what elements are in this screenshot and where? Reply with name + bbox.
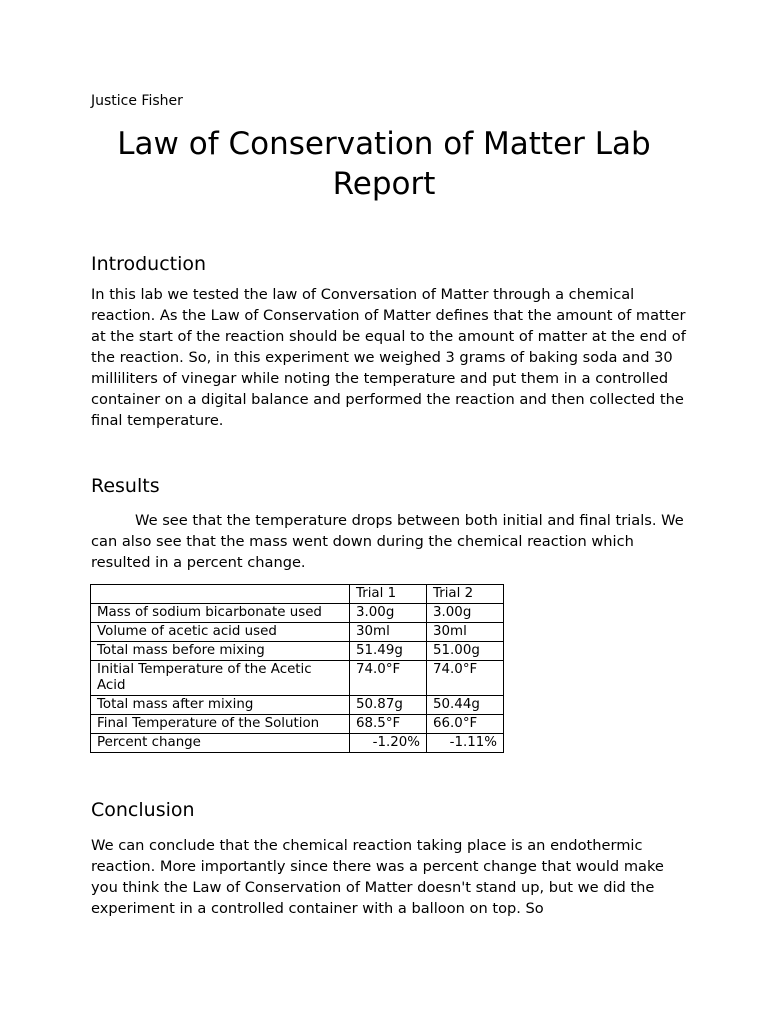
table-cell: -1.20% [350,734,427,753]
table-cell: 30ml [350,623,427,642]
table-cell: 51.49g [350,642,427,661]
table-cell: 30ml [427,623,504,642]
table-header-cell [91,585,350,604]
table-cell: 66.0°F [427,715,504,734]
introduction-paragraph: In this lab we tested the law of Conversation of Matter through a chemical reaction. As the Law of Conservation of Matter defines that the amount of matter at the start of the reaction should be equal to the amount of matter at the end of the reaction. So, in this experiment we weighed 3 grams of baking soda and 30 milliliters of vinegar while noting the temperature and put them in a controlled container on a digital balance and performed the reaction and then collected the final temperature. [91,286,686,429]
table-cell: Initial Temperature of the Acetic Acid [91,661,350,696]
conclusion-heading: Conclusion [91,799,195,821]
table-cell: Volume of acetic acid used [91,623,350,642]
table-row [91,696,504,715]
page-title: Law of Conservation of Matter Lab Report [117,126,651,202]
table-cell: 51.00g [427,642,504,661]
table-header-cell: Trial 1 [350,585,427,604]
results-table [90,584,504,753]
table-cell: 74.0°F [350,661,427,696]
table-cell: 68.5°F [350,715,427,734]
table-row [91,604,504,623]
author-name: Justice Fisher [91,93,183,109]
table-row [91,642,504,661]
table-cell: 50.44g [427,696,504,715]
table-cell: Mass of sodium bicarbonate used [91,604,350,623]
results-paragraph: We see that the temperature drops between both initial and final trials. We can also see that the mass went down during the chemical reaction which resulted in a percent change. [91,512,684,571]
table-cell: 50.87g [350,696,427,715]
introduction-heading: Introduction [91,253,207,275]
table-cell: 3.00g [350,604,427,623]
conclusion-paragraph: We can conclude that the chemical reaction taking place is an endothermic reaction. More importantly since there was a percent change that would make you think the Law of Conservation of Matter doesn't stand up, but we did the experiment in a controlled container with a balloon on top. So [91,837,664,917]
table-cell: -1.11% [427,734,504,753]
table-row [91,661,504,696]
table-cell: Percent change [91,734,350,753]
table-row [91,715,504,734]
table-cell: Final Temperature of the Solution [91,715,350,734]
table-header-row [91,585,504,604]
table-row [91,623,504,642]
table-row [91,734,504,753]
table-cell: Total mass after mixing [91,696,350,715]
table-cell: 74.0°F [427,661,504,696]
table-cell: Total mass before mixing [91,642,350,661]
results-heading: Results [91,475,160,497]
table-header-cell: Trial 2 [427,585,504,604]
table-cell: 3.00g [427,604,504,623]
